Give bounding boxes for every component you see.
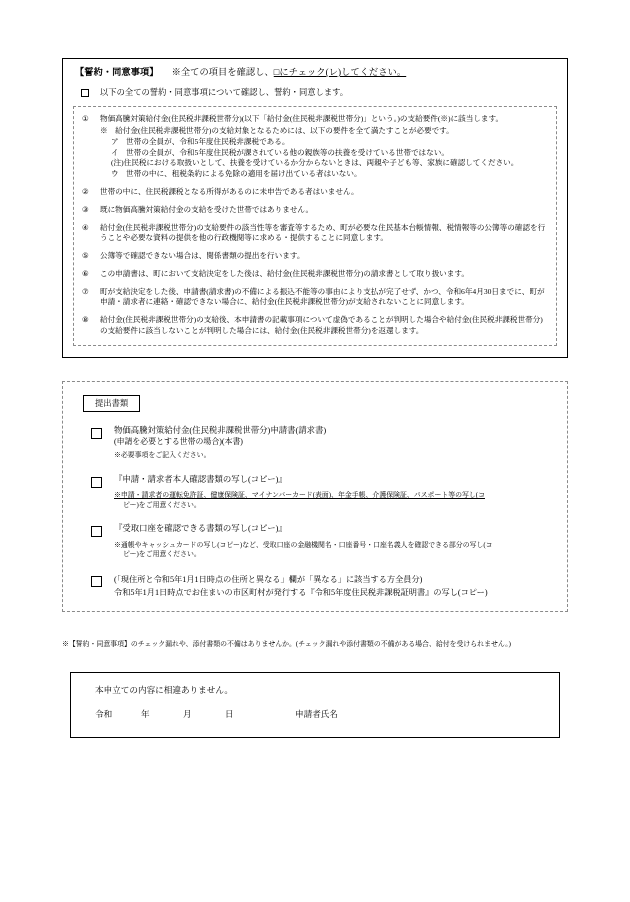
pledge-item-body [100,205,548,216]
pledge-item-text: 既に物価高騰対策給付金の支給を受けた世帯ではありません。 [100,204,314,214]
document-checkbox[interactable] [91,526,102,537]
pledge-item [81,205,548,216]
page-title: 【誓約・同意事項】 [75,67,159,77]
document-checkbox-wrapper[interactable] [91,523,102,542]
submitted-documents-section [62,381,568,612]
consent-all-row[interactable] [81,88,559,99]
pledge-item [81,251,548,262]
document-checkbox[interactable] [91,477,102,488]
pledge-item-body [100,223,548,245]
pledge-subline: (注)住民税における取扱いとして、扶養を受けているか分からないときは、両親や子ども等、家族に確認してください。 [111,158,519,168]
document-item-note-line1: ※申請・請求者の運転免許証、健康保険証、マイナンバーカード(表面)、年金手帳、介護保険証、パスポート等の写し(コ [114,492,485,500]
pledge-item-body [100,187,548,198]
document-item-title: 『申請・請求者本人確認書類の写し(コピー)』 [114,474,287,484]
pledge-item-number: ⑥ [82,268,89,278]
pledge-subline: ※ 給付金(住民税非課税世帯分)の支給対象となるためには、以下の要件を全て満たすことが必要です。 [100,126,454,136]
pledge-item [81,269,548,280]
pledge-subline: ウ 世帯の中に、租税条約による免除の適用を届け出ている者はいない。 [111,169,362,179]
document-checkbox-wrapper[interactable] [91,425,102,444]
document-item-line2: 令和5年1月1日時点でお住まいの市区町村が発行する『令和5年度住民税非課税証明書』の写し(コピー) [114,588,488,598]
pledge-item [81,315,548,337]
document-item-line1: (「現住所と令和5年1月1日時点の住所と異なる」欄が「異なる」に該当する方全員分) [114,575,423,585]
pledge-item-number: ⑧ [82,315,89,325]
document-checkbox-item[interactable] [91,523,557,560]
declaration-signature-row [95,709,549,720]
document-item-title: 『受取口座を確認できる書類の写し(コピー)』 [114,524,287,534]
pledge-item-text: 給付金(住民税非課税世帯分)の支給要件の該当性等を審査等するため、町が必要な住民基本台帳情報、税情報等の公簿等の確認を行うことや必要な資料の提供を他の行政機関等に求める・提供することに同意します。 [100,222,546,243]
document-item-body [114,474,557,511]
month-label: 月 [183,709,192,720]
consent-all-checkbox[interactable] [81,89,89,97]
pledge-header-note [172,67,407,79]
document-item-note: ※必要事項をご記入ください。 [114,452,211,460]
pledge-subline: ア 世帯の全員が、令和5年度住民税非課税である。 [111,136,290,146]
document-item-note [114,491,557,510]
pledge-item-text: 公簿等で確認できない場合は、関係書類の提出を行います。 [100,251,305,261]
document-item-body [114,425,557,461]
document-item-body [114,573,557,599]
declaration-statement: 本申立ての内容に相違ありません。 [95,685,234,695]
applicant-name-label: 申請者氏名 [295,709,338,720]
document-item-note-line2: ピー)をご用意ください。 [123,501,201,509]
document-item-note-line1: ※通帳やキャッシュカードの写し(コピー)など、受取口座の金融機関名・口座番号・口座名義人を確認できる部分の写し(コ [114,541,493,549]
pledge-item-body [100,114,548,180]
pledge-items-list [73,106,557,346]
pledge-item [81,114,548,180]
pledge-item-number: ③ [82,204,89,214]
document-item-title: 物価高騰対策給付金(住民税非課税世帯分)申請書(請求書) [114,426,327,436]
pledge-consent-section [62,58,568,358]
pledge-item-number: ① [82,114,89,124]
era-label: 令和 [95,709,113,720]
pledge-header [75,67,559,79]
document-item-note [114,541,557,560]
pledge-item-text: 給付金(住民税非課税世帯分)の支給後、本申請書の記載事項について虚偽であることが判明した場合や給付金(住民税非課税世帯分)の支給要件に該当しないことが判明した場合には、給付金(住民税非課税世帯分)を返還します。 [100,315,543,335]
pledge-subline: イ 世帯の全員が、令和5年度住民税が課されている他の親族等の扶養を受けている世帯ではない。 [111,147,449,157]
document-item-note-line2: ピー)をご用意ください。 [123,551,201,559]
documents-section-tag: 提出書類 [83,395,140,412]
pledge-item-text: 世帯の中に、住民税課税となる所得があるのに未申告である者はいません。 [100,186,359,196]
pledge-item-body [100,315,548,337]
pledge-item-body [100,251,548,262]
consent-all-label: 以下の全ての誓約・同意事項について確認し、誓約・同意します。 [100,87,349,97]
year-label: 年 [141,709,150,720]
pledge-item-number: ⑦ [82,286,89,296]
pledge-item-number: ④ [82,222,89,232]
declaration-section [70,672,560,738]
pledge-item-number: ⑤ [82,251,89,261]
pledge-item-text: 物価高騰対策給付金(住民税非課税世帯分)(以下「給付金(住民税非課税世帯分)」という。)の支給要件(※)に該当します。 [100,114,504,124]
pledge-item-sublines [100,126,548,180]
pledge-header-note-prefix: ※全ての項目を確認し、 [171,67,274,77]
pledge-item [81,287,548,309]
document-checkbox-item[interactable] [91,474,557,511]
document-checkbox-item[interactable] [91,425,557,461]
document-checkbox-wrapper[interactable] [91,474,102,493]
document-checkbox-item[interactable] [91,573,557,599]
document-item-body [114,523,557,560]
document-item-subtitle: (申請を必要とする世帯の場合)(本書) [114,437,243,447]
document-checkbox[interactable] [91,576,102,587]
pledge-item-text: この申請書は、町において支給決定をした後は、給付金(住民税非課税世帯分)の請求書として取り扱います。 [100,268,469,278]
document-checkbox[interactable] [91,428,102,439]
pledge-item-body [100,287,548,309]
pledge-item-body [100,269,548,280]
pledge-item-number: ② [82,186,89,196]
pledge-header-note-underlined: □にチェック(レ)してください。 [273,67,407,77]
pledge-item [81,187,548,198]
day-label: 日 [225,709,234,720]
submission-warning-note: ※【誓約・同意事項】のチェック漏れや、添付書類の不備はありませんか。(チェック漏れや添付書類の不備がある場合、給付を受けられません。) [62,641,511,648]
pledge-item [81,223,548,245]
pledge-item-text: 町が支給決定をした後、申請書(請求書)の不備による振込不能等の事由により支払が完了せず、かつ、令和6年4月30日までに、町が申請・請求者に連絡・確認できない場合に、給付金(住民税非課税世帯分)が支給されないことに同意します。 [100,286,545,307]
document-checkbox-wrapper[interactable] [91,573,102,592]
